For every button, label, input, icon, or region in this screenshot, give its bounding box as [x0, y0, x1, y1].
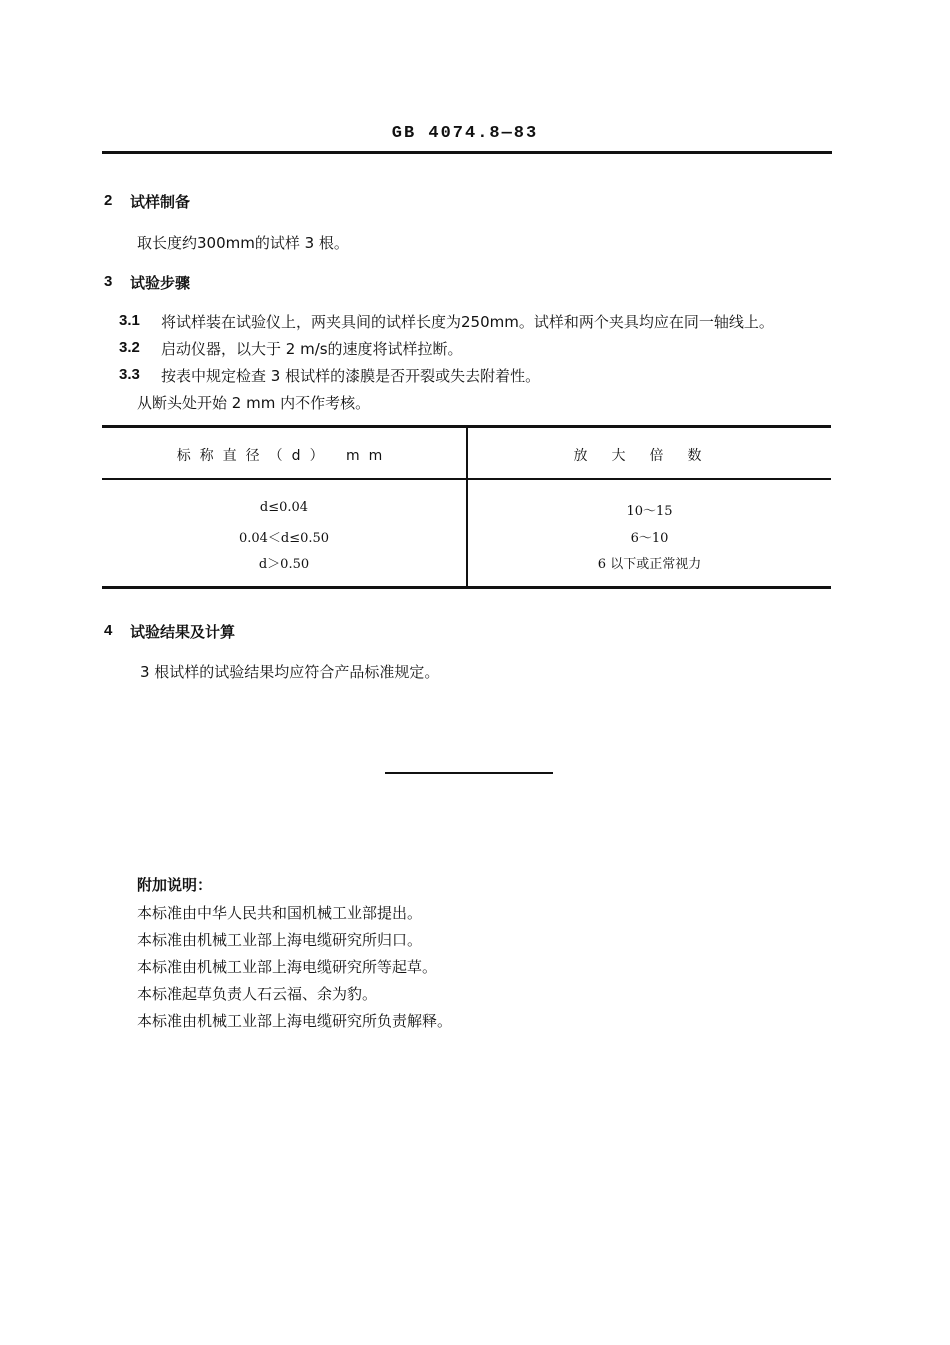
notes-line: 本标准由机械工业部上海电缆研究所等起草。	[137, 958, 438, 976]
header-rule	[102, 151, 832, 154]
section-3-number: 3	[104, 273, 113, 290]
table-header-diameter: 标称直径（d） mm	[176, 448, 392, 464]
section-4-title: 试验结果及计算	[130, 623, 236, 641]
end-of-standard-rule	[385, 772, 553, 774]
table-cell-magnification: 10～15	[626, 504, 673, 519]
section-2-body: 取长度约300mm的试样 3 根。	[137, 234, 349, 252]
section-3-title: 试验步骤	[130, 274, 191, 292]
notes-line: 本标准由机械工业部上海电缆研究所归口。	[137, 931, 423, 949]
table-cell-diameter: 0.04＜d≤0.50	[238, 531, 330, 546]
notes-title: 附加说明：	[137, 876, 213, 894]
notes-line: 本标准由中华人民共和国机械工业部提出。	[137, 904, 423, 922]
table-cell-diameter: d＞0.50	[258, 557, 310, 572]
notes-line: 本标准起草负责人石云福、余为豹。	[137, 985, 378, 1003]
step-number: 3.1	[119, 312, 140, 329]
section-2-number: 2	[104, 192, 113, 209]
notes-line: 本标准由机械工业部上海电缆研究所负责解释。	[137, 1012, 453, 1030]
step-text: 按表中规定检查 3 根试样的漆膜是否开裂或失去附着性。	[161, 367, 541, 385]
table-header-magnification: 放大倍数	[573, 448, 726, 464]
table-cell-magnification: 6～10	[630, 531, 669, 546]
step-number: 3.3	[119, 366, 140, 383]
section-4-body: 3 根试样的试验结果均应符合产品标准规定。	[140, 663, 440, 681]
section-4-number: 4	[104, 622, 113, 639]
section-2-title: 试样制备	[130, 193, 191, 211]
step-text: 启动仪器，以大于 2 m/s的速度将试样拉断。	[161, 340, 463, 358]
table-cell-magnification: 6 以下或正常视力	[597, 557, 702, 572]
step-text: 将试样装在试验仪上，两夹具间的试样长度为250mm。试样和两个夹具均应在同一轴线上。	[161, 313, 774, 331]
document-code: GB 4074.8—83	[391, 124, 539, 143]
table-cell-diameter: d≤0.04	[259, 500, 309, 515]
step-note: 从断头处开始 2 mm 内不作考核。	[137, 394, 371, 412]
step-number: 3.2	[119, 339, 140, 356]
